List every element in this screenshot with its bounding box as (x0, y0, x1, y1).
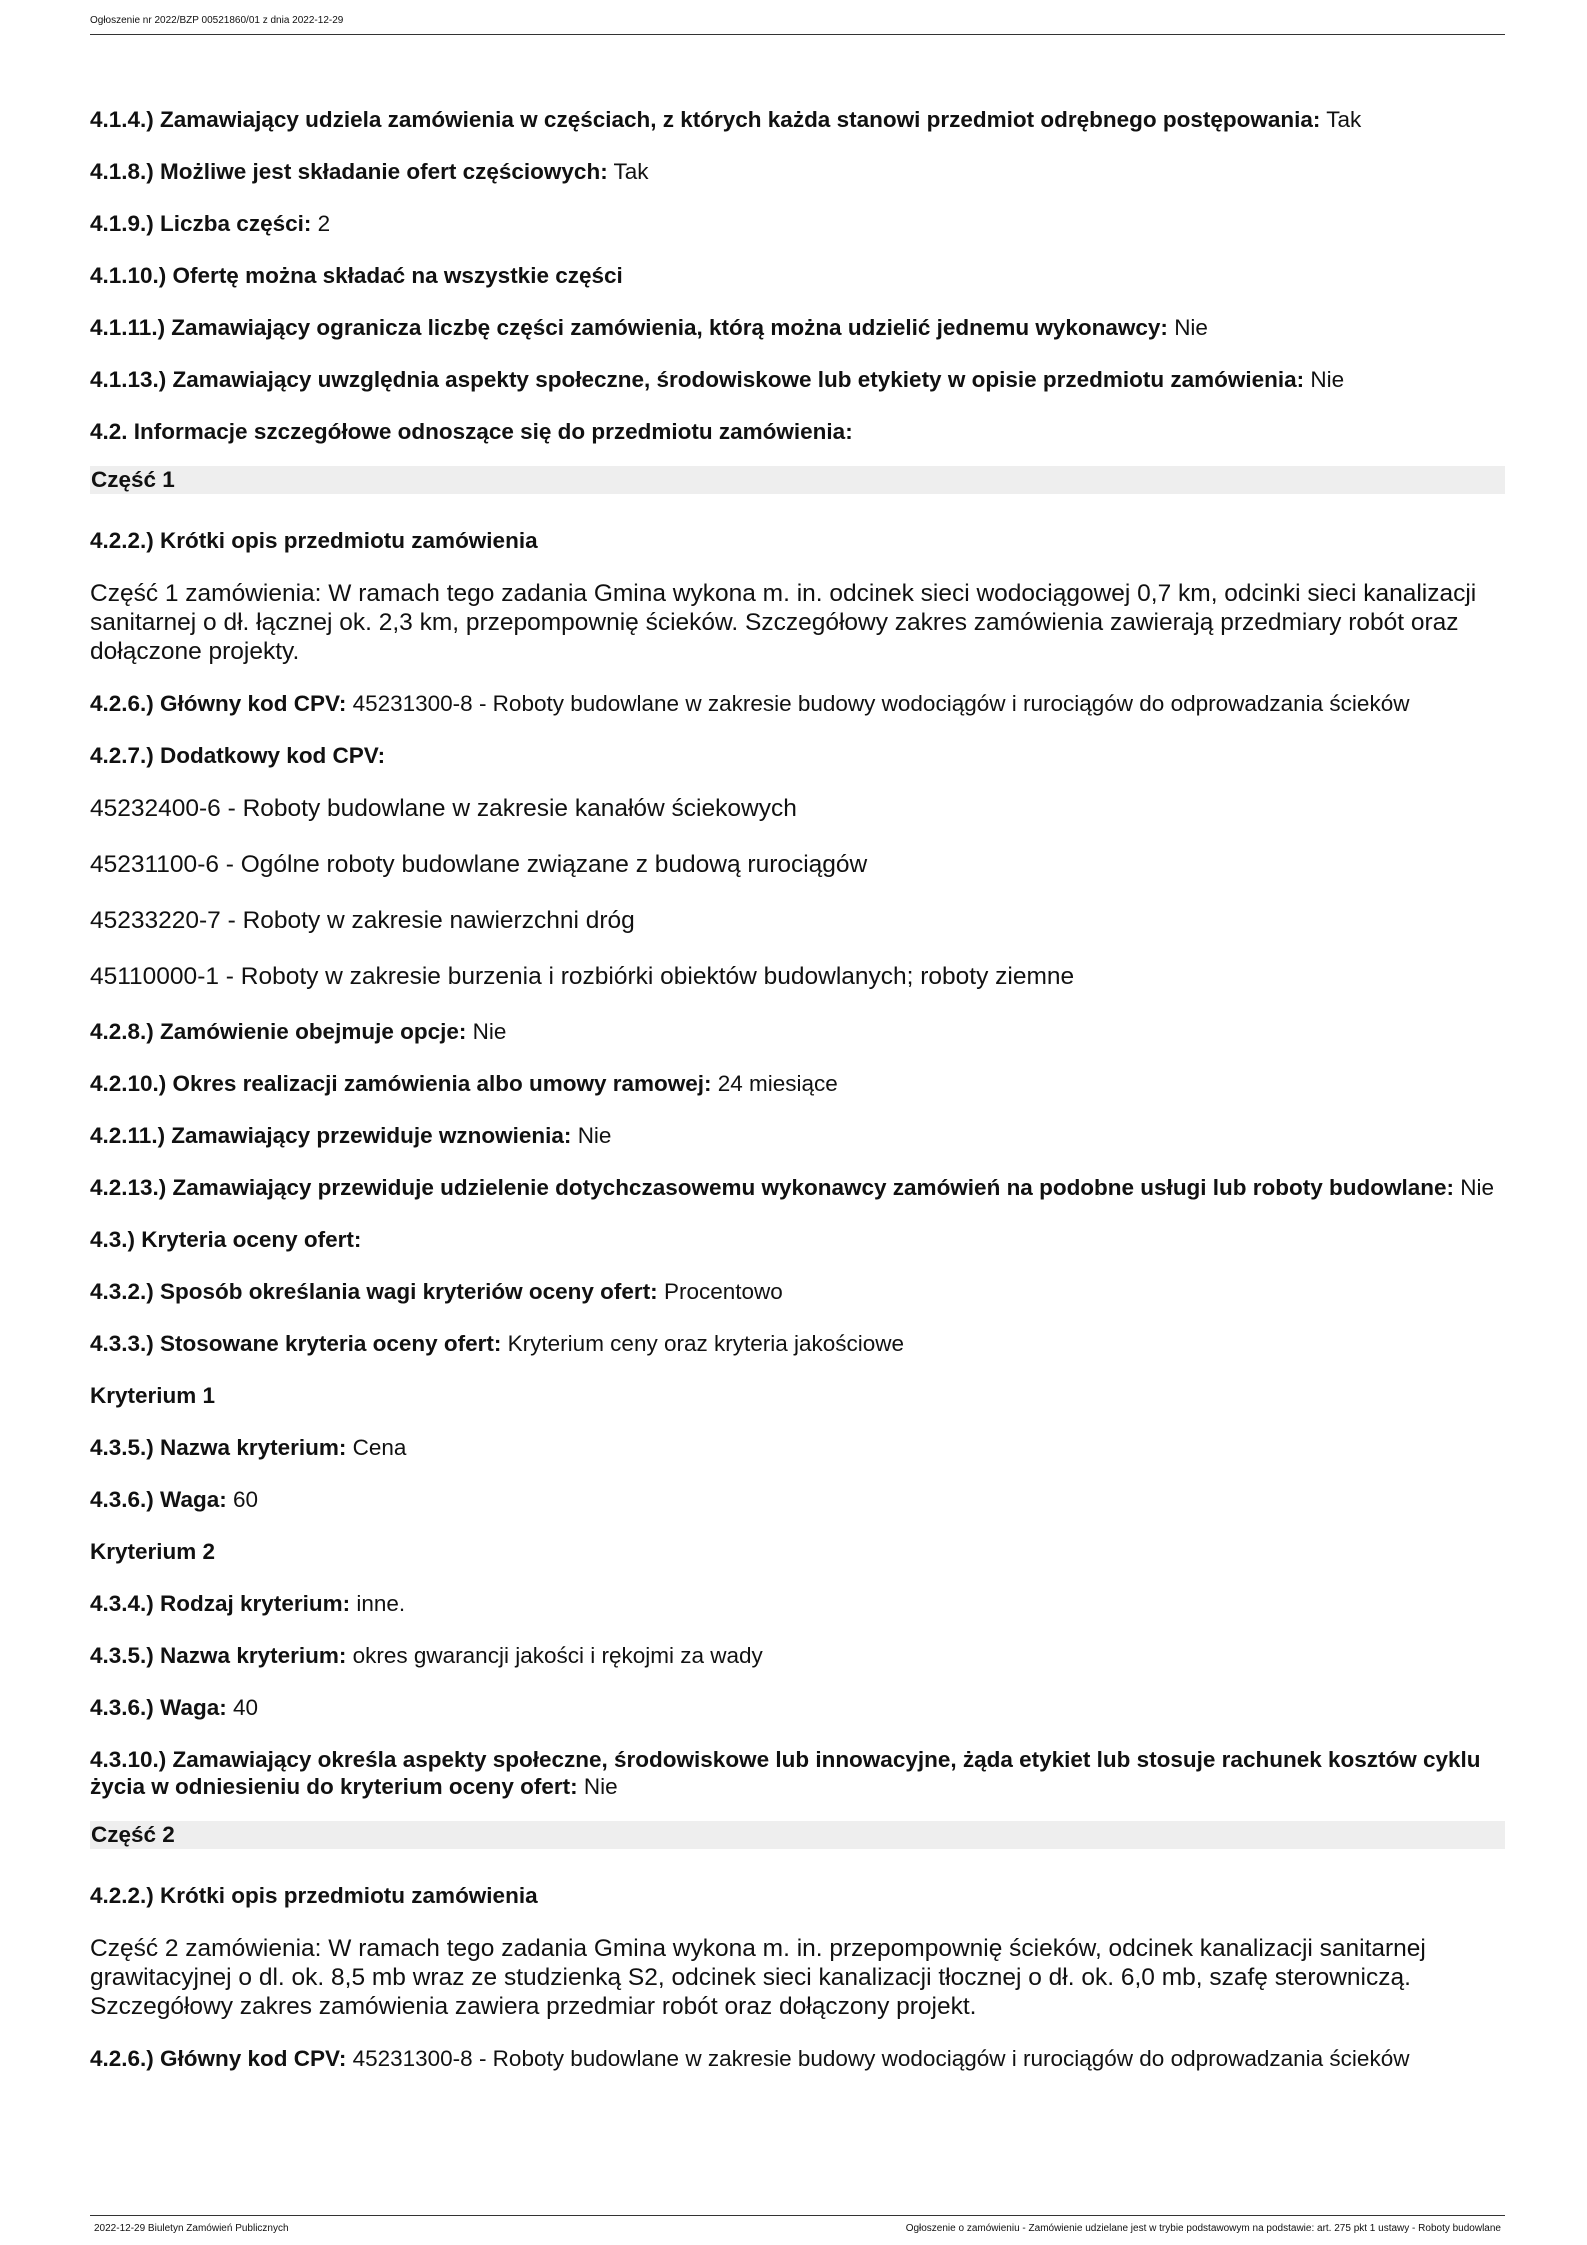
field-label: 4.2.13.) Zamawiający przewiduje udzielenie dotychczasowemu wykonawcy zamówień na podobne usługi lub roboty budowlane: (90, 1175, 1455, 1200)
field-limit-parts (90, 314, 1505, 341)
field-label: 4.1.10.) Ofertę można składać na wszystkie części (90, 263, 623, 288)
cpv-code-item: 45231100-6 - Ogólne roboty budowlane związane z budową rurociągów (90, 851, 868, 878)
field-label: 4.1.9.) Liczba części: (90, 211, 312, 236)
part-2-main-cpv (90, 2045, 1505, 2072)
field-label: 4.3.6.) Waga: (90, 1487, 227, 1512)
criterion-2-weight (90, 1694, 1505, 1721)
part-1-description: Część 1 zamówienia: W ramach tego zadania Gmina wykona m. in. odcinek sieci wodociągowej 0,7 km, odcinki sieci kanalizacji sanitarnej o dł. łącznej ok. 2,3 km, przepompownię ścieków. Szczegółowy zakres zamówienia zawierają przedmiary robót oraz dołączone projekty. (90, 580, 1477, 665)
part-2-description: Część 2 zamówienia: W ramach tego zadania Gmina wykona m. in. przepompownię ścieków, odcinek kanalizacji sanitarnej grawitacyjnej o dl. ok. 8,5 mb wraz ze studzienką S2, odcinek sieci kanalizacji tłocznej o dł. ok. 6,0 mb, szafę sterowniczą. Szczegółowy zakres zamówienia zawiera przedmiar robót oraz dołączony projekt. (90, 1935, 1426, 2020)
field-value: Tak (613, 159, 649, 184)
criterion-2-name (90, 1642, 1505, 1669)
cpv-code-item: 45233220-7 - Roboty w zakresie nawierzchni dróg (90, 907, 635, 934)
field-value: Nie (583, 1774, 618, 1799)
field-value: Procentowo (663, 1279, 783, 1304)
part-1-period (90, 1070, 1505, 1097)
part-1-criteria-heading (90, 1226, 1505, 1253)
criterion-1-name (90, 1434, 1505, 1461)
field-label: 4.3.4.) Rodzaj kryterium: (90, 1591, 351, 1616)
footer-date-source: 2022-12-29 Biuletyn Zamówień Publicznych (94, 2223, 289, 2234)
criterion-2-type (90, 1590, 1505, 1617)
field-value: Nie (1460, 1175, 1495, 1200)
part-2-heading: Część 2 (90, 1821, 1505, 1849)
field-value: Kryterium ceny oraz kryteria jakościowe (507, 1331, 905, 1356)
section-detail-info (90, 418, 1505, 445)
field-label: 4.3.5.) Nazwa kryterium: (90, 1643, 347, 1668)
part-2-desc-heading (90, 1882, 1505, 1909)
field-label: 4.3.) Kryteria oceny ofert: (90, 1227, 362, 1252)
part-1-renewals (90, 1122, 1505, 1149)
page-footer (90, 2215, 1505, 2243)
field-value: 60 (232, 1487, 258, 1512)
part-1-desc-heading (90, 527, 1505, 554)
field-social-aspects (90, 366, 1505, 393)
field-label: 4.2.2.) Krótki opis przedmiotu zamówienia (90, 1883, 538, 1908)
field-value: 24 miesiące (717, 1071, 838, 1096)
part-1-applied-criteria (90, 1330, 1505, 1357)
part-1-main-cpv (90, 690, 1505, 717)
field-label: 4.2.6.) Główny kod CPV: (90, 691, 347, 716)
field-number-of-parts (90, 210, 1505, 237)
field-label: 4.2.6.) Główny kod CPV: (90, 2046, 347, 2071)
field-value: 40 (232, 1695, 258, 1720)
field-value: Nie (577, 1123, 612, 1148)
part-1-heading: Część 1 (90, 466, 1505, 494)
field-label: Kryterium 1 (90, 1383, 216, 1408)
field-label: 4.1.8.) Możliwe jest składanie ofert częściowych: (90, 159, 608, 184)
part-1-additional-cpv-heading (90, 742, 1505, 769)
field-label: 4.3.6.) Waga: (90, 1695, 227, 1720)
field-value: inne. (356, 1591, 406, 1616)
field-value: okres gwarancji jakości i rękojmi za wady (352, 1643, 763, 1668)
field-label: 4.3.10.) Zamawiający określa aspekty społeczne, środowiskowe lub innowacyjne, żąda etykiet lub stosuje rachunek kosztów cyklu życia w odniesieniu do kryterium oceny ofert: (90, 1747, 1481, 1799)
field-label: 4.3.3.) Stosowane kryteria oceny ofert: (90, 1331, 502, 1356)
field-label: 4.2.10.) Okres realizacji zamówienia albo umowy ramowej: (90, 1071, 712, 1096)
field-label: 4.2.8.) Zamówienie obejmuje opcje: (90, 1019, 467, 1044)
field-label: 4.2.11.) Zamawiający przewiduje wznowienia: (90, 1123, 572, 1148)
page-header (90, 14, 1505, 35)
criterion-1-heading (90, 1382, 1505, 1409)
cpv-code-item: 45110000-1 - Roboty w zakresie burzenia i rozbiórki obiektów budowlanych; roboty ziemne (90, 963, 1075, 990)
criterion-2-heading (90, 1538, 1505, 1565)
field-label: 4.1.4.) Zamawiający udziela zamówienia w częściach, z których każda stanowi przedmiot odrębnego postępowania: (90, 107, 1321, 132)
field-value: Nie (472, 1019, 507, 1044)
footer-notice-type: Ogłoszenie o zamówieniu - Zamówienie udzielane jest w trybie podstawowym na podstawie: art. 275 pkt 1 ustawy - Roboty budowlane (905, 2223, 1501, 2234)
part-1-social-criteria (90, 1746, 1505, 1800)
field-value: 45231300-8 - Roboty budowlane w zakresie budowy wodociągów i rurociągów do odprowadzania ścieków (352, 691, 1410, 716)
document-body (90, 106, 1505, 2097)
part-1-similar-orders (90, 1174, 1505, 1201)
field-value: Cena (352, 1435, 407, 1460)
field-value: 45231300-8 - Roboty budowlane w zakresie budowy wodociągów i rurociągów do odprowadzania ścieków (352, 2046, 1410, 2071)
field-label: 4.3.5.) Nazwa kryterium: (90, 1435, 347, 1460)
field-label: Kryterium 2 (90, 1539, 216, 1564)
field-label: 4.1.11.) Zamawiający ogranicza liczbę części zamówienia, którą można udzielić jednemu wykonawcy: (90, 315, 1168, 340)
field-value: Nie (1310, 367, 1345, 392)
field-label: 4.1.13.) Zamawiający uwzględnia aspekty społeczne, środowiskowe lub etykiety w opisie przedmiotu zamówienia: (90, 367, 1305, 392)
field-label: 4.2. Informacje szczegółowe odnoszące się do przedmiotu zamówienia: (90, 419, 853, 444)
field-label: 4.2.7.) Dodatkowy kod CPV: (90, 743, 386, 768)
field-label: 4.3.2.) Sposób określania wagi kryteriów oceny ofert: (90, 1279, 658, 1304)
header-notice-number: Ogłoszenie nr 2022/BZP 00521860/01 z dnia 2022-12-29 (90, 15, 344, 26)
cpv-code-item: 45232400-6 - Roboty budowlane w zakresie kanałów ściekowych (90, 795, 797, 822)
field-value: 2 (317, 211, 331, 236)
part-1-weight-method (90, 1278, 1505, 1305)
field-label: 4.2.2.) Krótki opis przedmiotu zamówienia (90, 528, 538, 553)
criterion-1-weight (90, 1486, 1505, 1513)
field-value: Tak (1326, 107, 1362, 132)
field-value: Nie (1174, 315, 1208, 340)
field-parts-procurement (90, 106, 1505, 133)
part-1-options (90, 1018, 1505, 1045)
field-offer-all-parts (90, 262, 1505, 289)
field-partial-offers (90, 158, 1505, 185)
